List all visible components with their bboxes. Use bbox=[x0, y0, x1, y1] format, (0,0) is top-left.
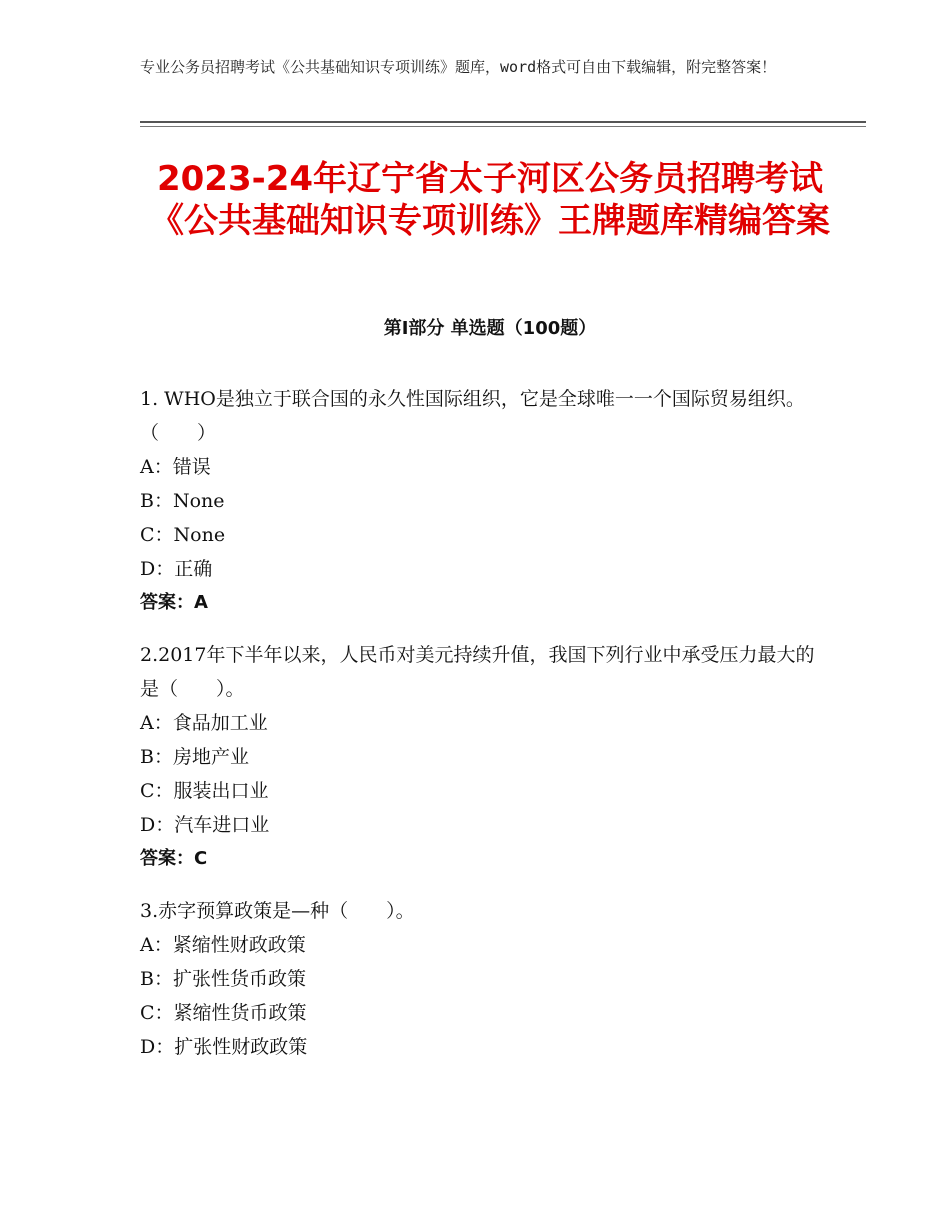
header-divider-thin bbox=[140, 126, 866, 127]
section-title: 第Ⅰ部分 单选题（100题） bbox=[383, 318, 597, 339]
answer: 答案：A bbox=[140, 592, 208, 613]
question-1 bbox=[140, 382, 820, 620]
document-title: 2023-24年辽宁省太子河区公务员招聘考试《公共基础知识专项训练》王牌题库精编答案 bbox=[150, 159, 830, 241]
header-note: 专业公务员招聘考试《公共基础知识专项训练》题库，word格式可自由下载编辑，附完整答案！ bbox=[140, 58, 777, 76]
option-d: D：汽车进口业 bbox=[140, 814, 270, 836]
option-d: D：正确 bbox=[140, 558, 213, 580]
option-a: A：食品加工业 bbox=[140, 712, 268, 734]
option-a: A：紧缩性财政政策 bbox=[140, 934, 306, 956]
question-list bbox=[140, 382, 820, 1082]
option-b: B：None bbox=[140, 490, 225, 512]
option-d: D：扩张性财政政策 bbox=[140, 1036, 308, 1058]
question-3 bbox=[140, 894, 820, 1064]
option-b: B：扩张性货币政策 bbox=[140, 968, 306, 990]
option-a: A：错误 bbox=[140, 456, 211, 478]
question-text: 2.2017年下半年以来，人民币对美元持续升值，我国下列行业中承受压力最大的是（ ）。 bbox=[140, 644, 815, 700]
option-c: C：服装出口业 bbox=[140, 780, 269, 802]
answer: 答案：C bbox=[140, 848, 208, 869]
option-c: C：None bbox=[140, 524, 226, 546]
question-2 bbox=[140, 638, 820, 876]
question-text: 3.赤字预算政策是—种（ ）。 bbox=[140, 900, 415, 922]
option-b: B：房地产业 bbox=[140, 746, 249, 768]
question-text: 1. WHO是独立于联合国的永久性国际组织，它是全球唯一一个国际贸易组织。（ ） bbox=[140, 388, 805, 444]
header-divider-thick bbox=[140, 121, 866, 123]
option-c: C：紧缩性货币政策 bbox=[140, 1002, 307, 1024]
